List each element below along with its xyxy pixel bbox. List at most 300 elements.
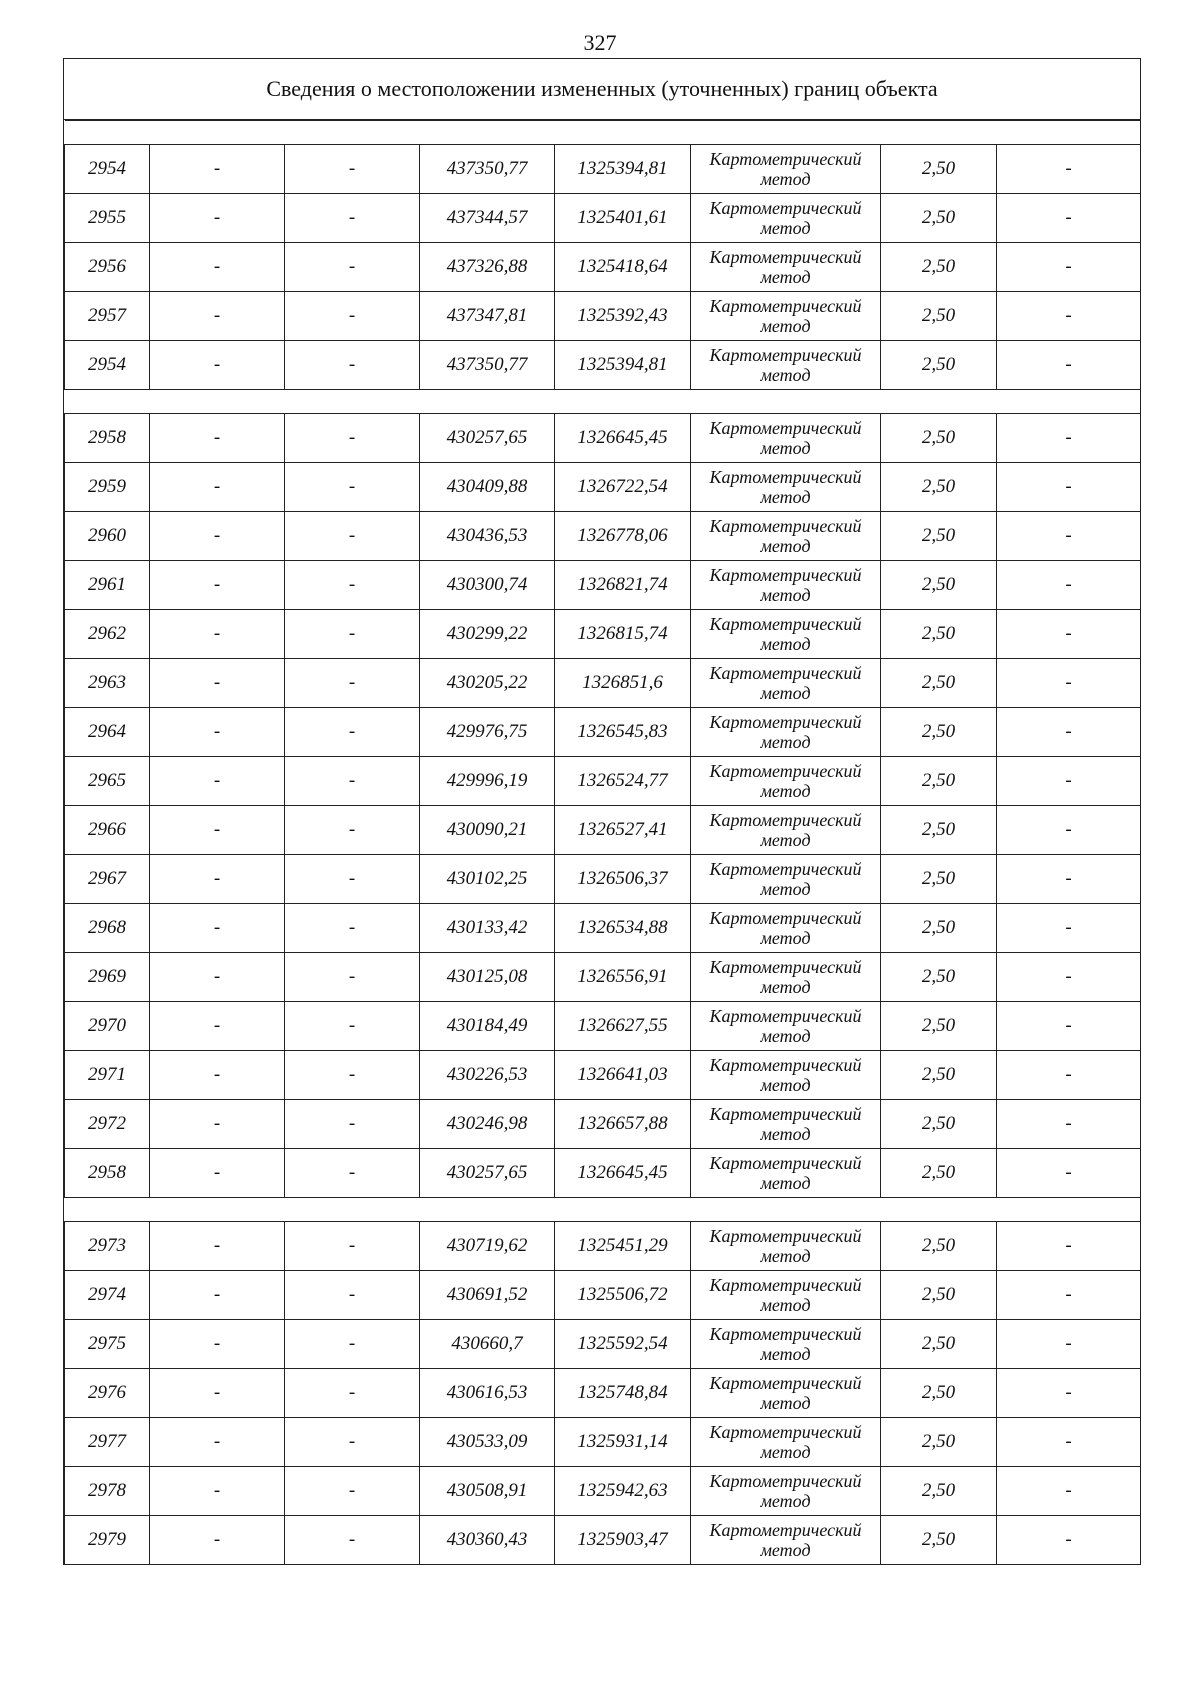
cell-method [691,610,881,659]
method-line-2: метод [760,781,811,801]
cell-method [691,194,881,243]
cell-description: - [997,1100,1141,1149]
method-line-1: Картометрический [709,565,862,585]
method-line-2: метод [760,1393,811,1413]
cell-method [691,806,881,855]
method-line-2: метод [760,879,811,899]
cell-point-number: 2962 [65,610,150,659]
cell-description: - [997,1320,1141,1369]
cell-old-y: - [285,561,420,610]
cell-old-y: - [285,1100,420,1149]
cell-method [691,757,881,806]
table-row [65,1320,1141,1369]
cell-new-x: 430205,22 [420,659,555,708]
method-line-2: метод [760,218,811,238]
cell-point-number: 2954 [65,341,150,390]
cell-description: - [997,512,1141,561]
table-row [65,243,1141,292]
cell-precision: 2,50 [881,1002,997,1051]
method-line-1: Картометрический [709,1275,862,1295]
table-row [65,1271,1141,1320]
cell-old-y: - [285,1369,420,1418]
cell-precision: 2,50 [881,463,997,512]
cell-new-y: 1326556,91 [555,953,691,1002]
table-row [65,1051,1141,1100]
cell-old-x: - [150,463,285,512]
method-line-1: Картометрический [709,1153,862,1173]
method-line-1: Картометрический [709,908,862,928]
table-row [65,1467,1141,1516]
method-line-1: Картометрический [709,663,862,683]
cell-old-y: - [285,659,420,708]
cell-old-y: - [285,292,420,341]
method-line-2: метод [760,1075,811,1095]
method-line-2: метод [760,1246,811,1266]
method-line-2: метод [760,1491,811,1511]
cell-old-x: - [150,806,285,855]
method-line-1: Картометрический [709,1226,862,1246]
cell-description: - [997,1516,1141,1565]
table-row [65,1369,1141,1418]
cell-precision: 2,50 [881,512,997,561]
cell-new-x: 430133,42 [420,904,555,953]
cell-method [691,1418,881,1467]
cell-old-y: - [285,1418,420,1467]
cell-point-number: 2967 [65,855,150,904]
method-line-2: метод [760,267,811,287]
cell-new-y: 1325942,63 [555,1467,691,1516]
cell-method [691,1467,881,1516]
cell-method [691,1051,881,1100]
cell-old-x: - [150,659,285,708]
cell-new-x: 437350,77 [420,341,555,390]
cell-precision: 2,50 [881,1418,997,1467]
cell-new-x: 430436,53 [420,512,555,561]
method-line-2: метод [760,1295,811,1315]
cell-point-number: 2971 [65,1051,150,1100]
table-title: Сведения о местоположении измененных (уточненных) границ объекта [64,58,1140,120]
cell-method [691,708,881,757]
method-line-1: Картометрический [709,1471,862,1491]
cell-old-x: - [150,708,285,757]
cell-new-x: 430660,7 [420,1320,555,1369]
cell-point-number: 2970 [65,1002,150,1051]
cell-method [691,1100,881,1149]
cell-method [691,341,881,390]
table-row [65,194,1141,243]
cell-new-y: 1326627,55 [555,1002,691,1051]
method-line-1: Картометрический [709,296,862,316]
cell-point-number: 2969 [65,953,150,1002]
cell-point-number: 2957 [65,292,150,341]
contour-separator-cell [65,121,1141,145]
cell-old-y: - [285,757,420,806]
method-line-2: метод [760,536,811,556]
cell-old-y: - [285,194,420,243]
cell-old-y: - [285,610,420,659]
cell-new-y: 1326645,45 [555,414,691,463]
cell-description: - [997,1002,1141,1051]
cell-new-y: 1326534,88 [555,904,691,953]
cell-old-y: - [285,1002,420,1051]
table-row [65,1516,1141,1565]
cell-precision: 2,50 [881,1320,997,1369]
method-line-1: Картометрический [709,1520,862,1540]
method-line-2: метод [760,977,811,997]
cell-new-y: 1325451,29 [555,1222,691,1271]
cell-method [691,561,881,610]
cell-point-number: 2978 [65,1467,150,1516]
cell-new-x: 430533,09 [420,1418,555,1467]
cell-old-y: - [285,1516,420,1565]
cell-new-x: 430226,53 [420,1051,555,1100]
method-line-2: метод [760,1442,811,1462]
cell-method [691,243,881,292]
cell-precision: 2,50 [881,1149,997,1198]
cell-precision: 2,50 [881,145,997,194]
cell-new-y: 1326851,6 [555,659,691,708]
page-number: 327 [583,30,617,55]
table-row [65,561,1141,610]
cell-precision: 2,50 [881,1222,997,1271]
cell-point-number: 2966 [65,806,150,855]
method-line-2: метод [760,365,811,385]
method-line-2: метод [760,732,811,752]
cell-new-y: 1326545,83 [555,708,691,757]
table-row [65,512,1141,561]
cell-old-y: - [285,463,420,512]
cell-method [691,1271,881,1320]
cell-point-number: 2973 [65,1222,150,1271]
method-line-1: Картометрический [709,149,862,169]
cell-new-y: 1326722,54 [555,463,691,512]
cell-new-y: 1326527,41 [555,806,691,855]
cell-new-y: 1325903,47 [555,1516,691,1565]
cell-description: - [997,1271,1141,1320]
contour-separator-cell [65,390,1141,414]
cell-new-y: 1326815,74 [555,610,691,659]
method-line-2: метод [760,487,811,507]
cell-method [691,1320,881,1369]
contour-separator-row [65,121,1141,145]
cell-old-x: - [150,561,285,610]
cell-old-x: - [150,610,285,659]
cell-old-y: - [285,1149,420,1198]
method-line-2: метод [760,830,811,850]
cell-old-x: - [150,414,285,463]
contour-separator-row [65,390,1141,414]
cell-description: - [997,855,1141,904]
cell-old-x: - [150,1320,285,1369]
contour-separator-cell [65,1198,1141,1222]
cell-old-x: - [150,953,285,1002]
coordinates-body [65,121,1141,1565]
method-line-1: Картометрический [709,198,862,218]
cell-description: - [997,243,1141,292]
cell-old-x: - [150,904,285,953]
method-line-1: Картометрический [709,712,862,732]
cell-old-y: - [285,855,420,904]
cell-point-number: 2976 [65,1369,150,1418]
cell-precision: 2,50 [881,610,997,659]
method-line-2: метод [760,169,811,189]
method-line-2: метод [760,585,811,605]
cell-new-y: 1325394,81 [555,341,691,390]
cell-new-x: 430360,43 [420,1516,555,1565]
table-row [65,145,1141,194]
cell-point-number: 2977 [65,1418,150,1467]
cell-precision: 2,50 [881,659,997,708]
cell-old-y: - [285,414,420,463]
cell-point-number: 2972 [65,1100,150,1149]
cell-description: - [997,463,1141,512]
method-line-1: Картометрический [709,614,862,634]
cell-old-x: - [150,512,285,561]
cell-precision: 2,50 [881,1516,997,1565]
cell-method [691,1222,881,1271]
cell-precision: 2,50 [881,561,997,610]
cell-old-x: - [150,1467,285,1516]
method-line-1: Картометрический [709,1373,862,1393]
cell-precision: 2,50 [881,1051,997,1100]
table-row [65,1149,1141,1198]
table-row [65,292,1141,341]
cell-old-x: - [150,855,285,904]
cell-point-number: 2963 [65,659,150,708]
cell-description: - [997,610,1141,659]
cell-old-y: - [285,806,420,855]
cell-method [691,953,881,1002]
cell-point-number: 2960 [65,512,150,561]
method-line-1: Картометрический [709,1324,862,1344]
cell-new-x: 430257,65 [420,1149,555,1198]
cell-description: - [997,194,1141,243]
cell-precision: 2,50 [881,708,997,757]
cell-description: - [997,953,1141,1002]
cell-new-x: 437344,57 [420,194,555,243]
cell-method [691,1149,881,1198]
cell-point-number: 2964 [65,708,150,757]
method-line-2: метод [760,438,811,458]
method-line-2: метод [760,634,811,654]
cell-point-number: 2958 [65,1149,150,1198]
cell-old-x: - [150,292,285,341]
cell-method [691,1002,881,1051]
cell-new-y: 1325418,64 [555,243,691,292]
cell-old-x: - [150,145,285,194]
cell-old-x: - [150,1051,285,1100]
cell-new-x: 437326,88 [420,243,555,292]
method-line-1: Картометрический [709,1055,862,1075]
method-line-2: метод [760,1026,811,1046]
cell-new-y: 1326821,74 [555,561,691,610]
table-row [65,855,1141,904]
cell-description: - [997,341,1141,390]
cell-old-y: - [285,145,420,194]
cell-old-x: - [150,1222,285,1271]
method-line-1: Картометрический [709,1104,862,1124]
cell-new-x: 430257,65 [420,414,555,463]
contour-separator-row [65,1198,1141,1222]
cell-description: - [997,1149,1141,1198]
table-row [65,757,1141,806]
table-row [65,1002,1141,1051]
cell-point-number: 2956 [65,243,150,292]
cell-method [691,659,881,708]
table-row [65,806,1141,855]
cell-description: - [997,292,1141,341]
cell-new-x: 437347,81 [420,292,555,341]
cell-point-number: 2959 [65,463,150,512]
table-row [65,1418,1141,1467]
cell-new-x: 437350,77 [420,145,555,194]
cell-new-x: 430299,22 [420,610,555,659]
cell-old-y: - [285,1271,420,1320]
method-line-2: метод [760,1344,811,1364]
cell-description: - [997,708,1141,757]
cell-new-y: 1326641,03 [555,1051,691,1100]
table-row [65,659,1141,708]
cell-precision: 2,50 [881,341,997,390]
cell-new-x: 430184,49 [420,1002,555,1051]
cell-description: - [997,1051,1141,1100]
cell-point-number: 2954 [65,145,150,194]
cell-old-x: - [150,757,285,806]
table-row [65,463,1141,512]
method-line-1: Картометрический [709,1006,862,1026]
table-row [65,341,1141,390]
table-row [65,414,1141,463]
method-line-2: метод [760,1124,811,1144]
cell-description: - [997,1467,1141,1516]
cell-method [691,463,881,512]
cell-old-x: - [150,1271,285,1320]
cell-method [691,512,881,561]
cell-description: - [997,1418,1141,1467]
cell-point-number: 2974 [65,1271,150,1320]
method-line-2: метод [760,683,811,703]
cell-new-x: 430300,74 [420,561,555,610]
method-line-2: метод [760,1173,811,1193]
cell-precision: 2,50 [881,1100,997,1149]
method-line-1: Картометрический [709,761,862,781]
cell-new-x: 429976,75 [420,708,555,757]
cell-precision: 2,50 [881,292,997,341]
cell-point-number: 2975 [65,1320,150,1369]
cell-method [691,855,881,904]
method-line-1: Картометрический [709,418,862,438]
cell-point-number: 2961 [65,561,150,610]
method-line-1: Картометрический [709,467,862,487]
method-line-2: метод [760,1540,811,1560]
cell-old-x: - [150,1369,285,1418]
cell-description: - [997,414,1141,463]
cell-method [691,414,881,463]
cell-old-y: - [285,512,420,561]
cell-new-x: 429996,19 [420,757,555,806]
cell-precision: 2,50 [881,757,997,806]
boundary-sheet [63,58,1141,1565]
cell-precision: 2,50 [881,806,997,855]
cell-precision: 2,50 [881,1271,997,1320]
method-line-1: Картометрический [709,516,862,536]
cell-new-x: 430102,25 [420,855,555,904]
cell-precision: 2,50 [881,855,997,904]
cell-precision: 2,50 [881,194,997,243]
cell-old-y: - [285,1051,420,1100]
cell-point-number: 2958 [65,414,150,463]
cell-new-y: 1325401,61 [555,194,691,243]
cell-description: - [997,1369,1141,1418]
cell-old-y: - [285,708,420,757]
cell-new-x: 430508,91 [420,1467,555,1516]
table-row [65,708,1141,757]
method-line-1: Картометрический [709,859,862,879]
method-line-1: Картометрический [709,247,862,267]
cell-precision: 2,50 [881,953,997,1002]
cell-new-x: 430616,53 [420,1369,555,1418]
cell-description: - [997,904,1141,953]
cell-old-x: - [150,1149,285,1198]
method-line-1: Картометрический [709,810,862,830]
cell-new-y: 1325506,72 [555,1271,691,1320]
table-row [65,953,1141,1002]
cell-precision: 2,50 [881,243,997,292]
cell-old-x: - [150,341,285,390]
cell-old-y: - [285,953,420,1002]
cell-description: - [997,659,1141,708]
cell-precision: 2,50 [881,1369,997,1418]
method-line-2: метод [760,316,811,336]
cell-old-x: - [150,1002,285,1051]
cell-old-y: - [285,1320,420,1369]
cell-new-x: 430090,21 [420,806,555,855]
cell-point-number: 2955 [65,194,150,243]
cell-method [691,1369,881,1418]
cell-old-y: - [285,1222,420,1271]
cell-new-y: 1326524,77 [555,757,691,806]
cell-new-y: 1325592,54 [555,1320,691,1369]
cell-new-y: 1325748,84 [555,1369,691,1418]
cell-new-y: 1326778,06 [555,512,691,561]
cell-description: - [997,1222,1141,1271]
table-row [65,1222,1141,1271]
cell-description: - [997,561,1141,610]
cell-method [691,1516,881,1565]
cell-point-number: 2979 [65,1516,150,1565]
cell-precision: 2,50 [881,904,997,953]
cell-new-x: 430125,08 [420,953,555,1002]
cell-new-y: 1325394,81 [555,145,691,194]
cell-description: - [997,145,1141,194]
cell-new-x: 430246,98 [420,1100,555,1149]
table-row [65,904,1141,953]
cell-new-x: 430409,88 [420,463,555,512]
method-line-1: Картометрический [709,957,862,977]
cell-precision: 2,50 [881,414,997,463]
table-row [65,610,1141,659]
cell-old-x: - [150,1418,285,1467]
cell-description: - [997,806,1141,855]
cell-new-y: 1326506,37 [555,855,691,904]
cell-old-y: - [285,341,420,390]
cell-old-y: - [285,1467,420,1516]
cell-precision: 2,50 [881,1467,997,1516]
cell-point-number: 2968 [65,904,150,953]
cell-method [691,145,881,194]
cell-method [691,904,881,953]
cell-old-x: - [150,194,285,243]
